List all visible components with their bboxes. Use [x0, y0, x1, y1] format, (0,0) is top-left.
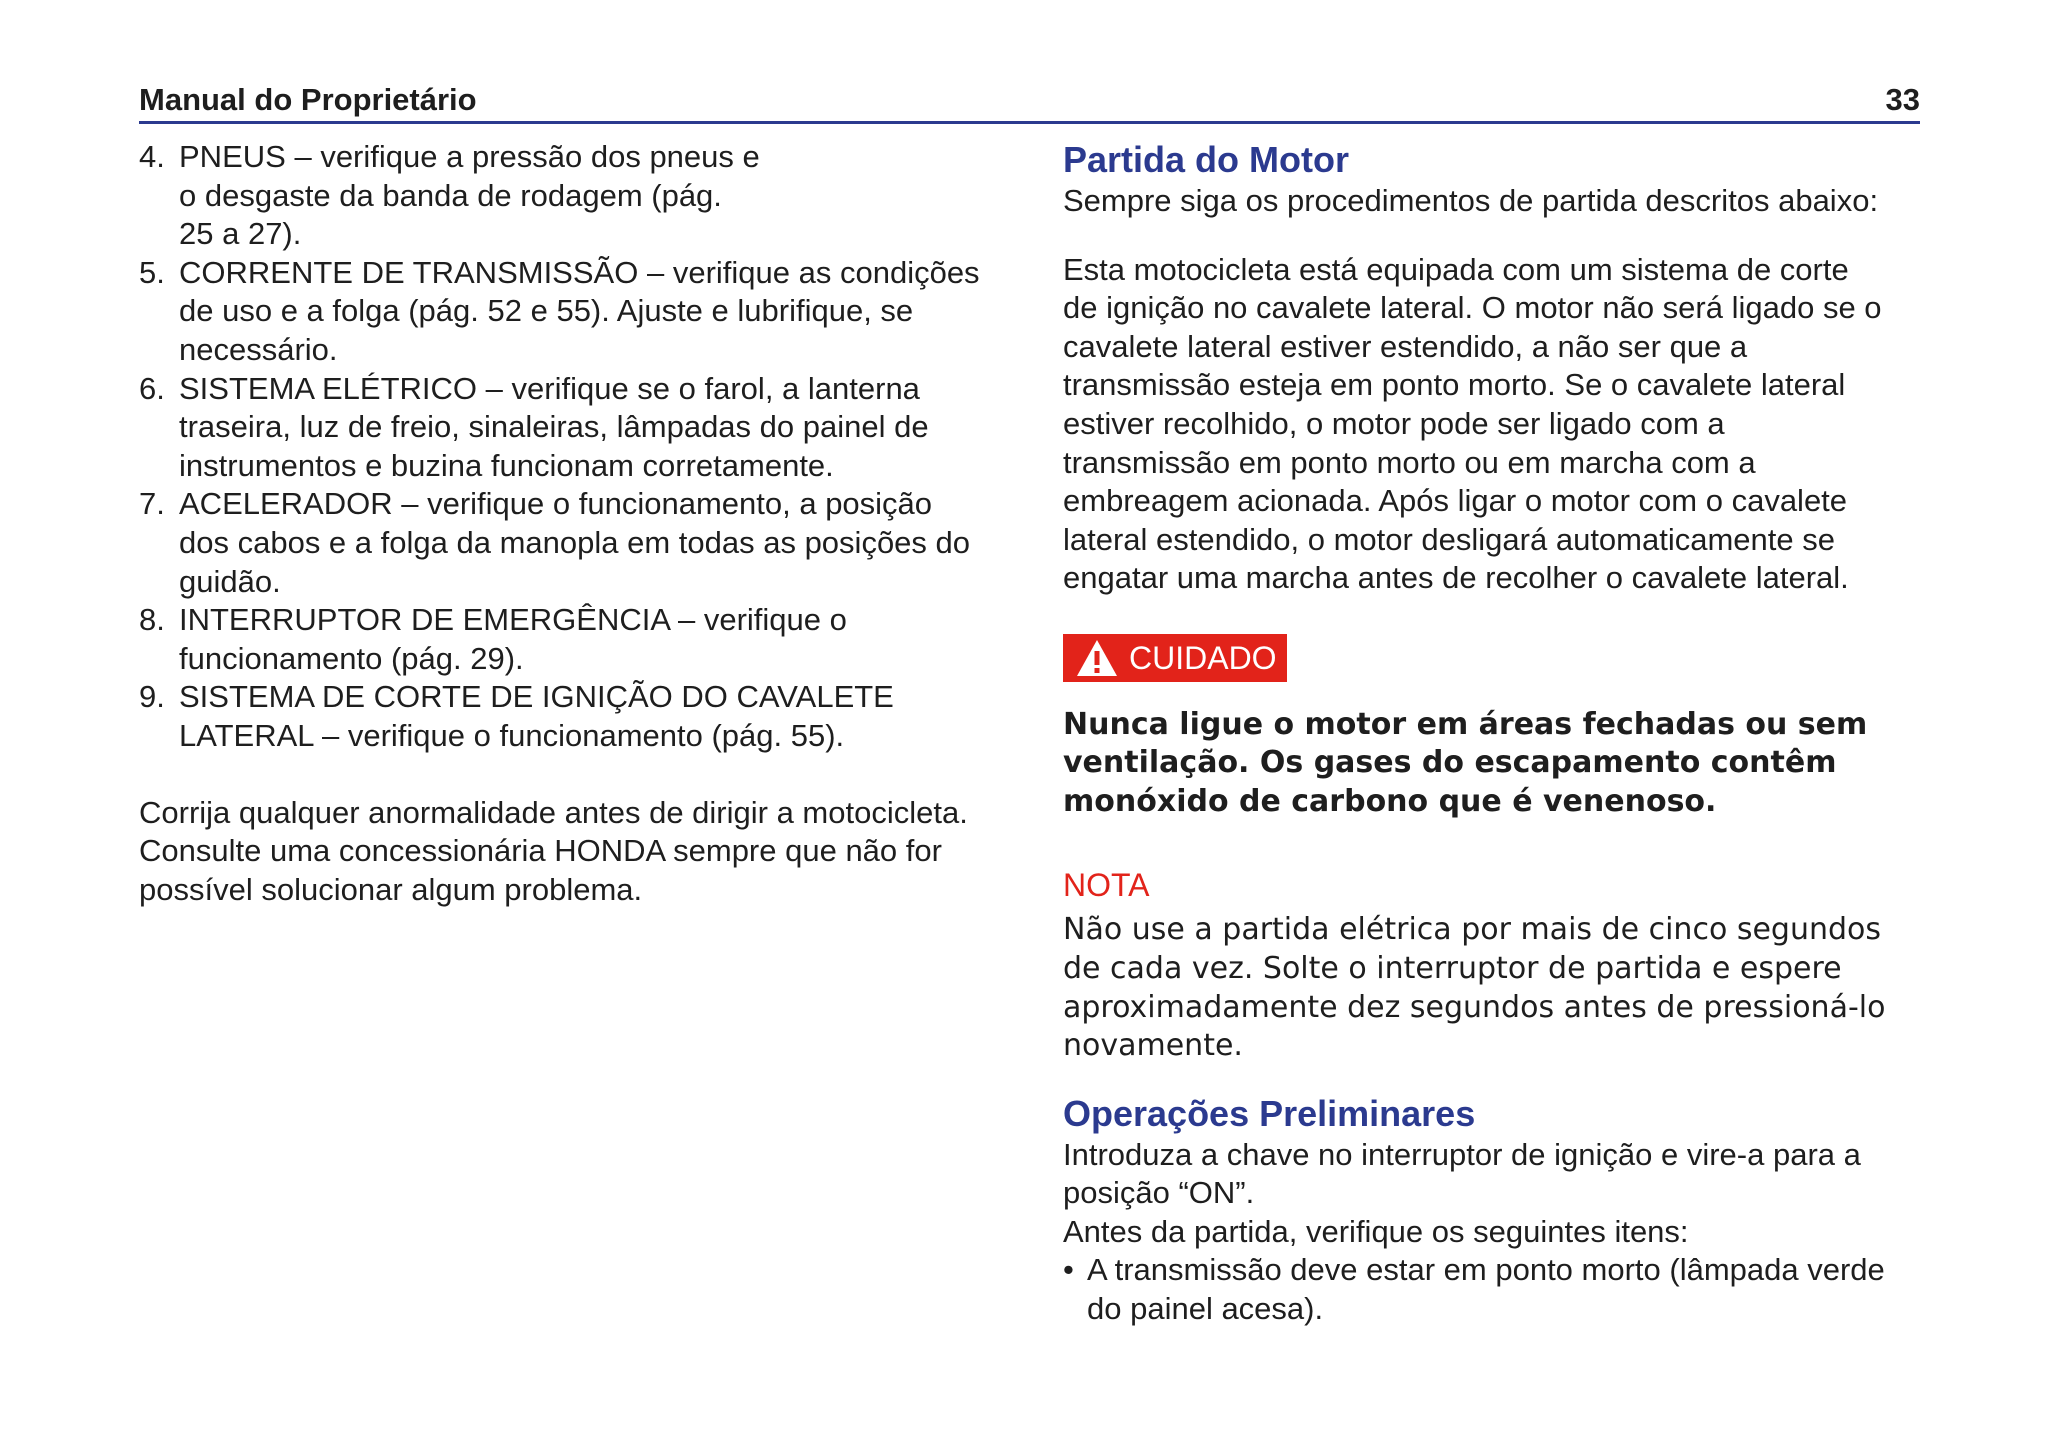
checklist-item [139, 601, 1019, 678]
item-term: SISTEMA DE CORTE DE IGNIÇÃO DO CAVALETE [179, 679, 894, 715]
left-column [139, 138, 1019, 909]
page-header [139, 80, 1920, 124]
caution-badge [1063, 634, 1287, 682]
item-text: verifique as condições [672, 254, 980, 290]
note-line: aproximadamente dez segundos antes de pressioná-lo [1063, 989, 1886, 1025]
manual-title: Manual do Proprietário [139, 82, 477, 117]
section-heading-operacoes: Operações Preliminares [1063, 1092, 1476, 1134]
prelim-line: Antes da partida, verifique os seguintes itens: [1063, 1213, 1689, 1249]
prelim-paragraph [1063, 1136, 1923, 1252]
checklist-item [139, 254, 1019, 370]
bullet-item [1063, 1251, 1923, 1328]
body-line: de ignição no cavalete lateral. O motor não será ligado se o [1063, 290, 1882, 326]
warning-triangle-icon [1075, 638, 1119, 678]
page-number: 33 [1885, 82, 1920, 117]
note-line: Não use a partida elétrica por mais de cinco segundos [1063, 912, 1882, 948]
item-line: funcionamento (pág. 29). [179, 640, 524, 676]
item-dash: – [401, 486, 419, 522]
body-paragraph [1063, 251, 1923, 598]
item-line: 25 a 27). [179, 216, 302, 252]
body-line: lateral estendido, o motor desligará automaticamente se [1063, 521, 1835, 557]
prelim-line: posição “ON”. [1063, 1175, 1255, 1211]
caution-line: monóxido de carbono que é venenoso. [1063, 783, 1717, 819]
item-line: traseira, luz de freio, sinaleiras, lâmpadas do painel de [179, 409, 929, 445]
note-text [1063, 911, 1923, 1065]
item-line: instrumentos e buzina funcionam corretamente. [179, 447, 834, 483]
body-line: embreagem acionada. Após ligar o motor com o cavalete [1063, 483, 1848, 519]
checklist-item [139, 678, 1019, 755]
caution-line: Nunca ligue o motor em áreas fechadas ou sem [1063, 706, 1868, 742]
item-number: 6. [139, 370, 165, 406]
note-line: de cada vez. Solte o interruptor de partida e espere [1063, 950, 1842, 986]
item-number: 7. [139, 486, 165, 522]
section-heading-partida: Partida do Motor [1063, 139, 1349, 180]
summary-paragraph [139, 794, 1019, 910]
note-label: NOTA [1063, 867, 1150, 904]
bullet-line: do painel acesa). [1087, 1291, 1324, 1327]
body-line: estiver recolhido, o motor pode ser ligado com a [1063, 405, 1725, 441]
item-text: verifique o funcionamento, a posição [427, 486, 933, 522]
prelim-line: Introduza a chave no interruptor de ignição e vire-a para a [1063, 1136, 1861, 1172]
item-term: ACELERADOR [179, 486, 393, 522]
item-line: o desgaste da banda de rodagem (pág. [179, 177, 722, 213]
item-line: LATERAL – verifique o funcionamento (pág. 55). [179, 717, 845, 753]
body-line: transmissão em ponto morto ou em marcha com a [1063, 444, 1756, 480]
summary-line: Corrija qualquer anormalidade antes de dirigir a motocicleta. [139, 794, 968, 830]
item-line: guidão. [179, 563, 281, 599]
caution-line: ventilação. Os gases do escapamento contêm [1063, 745, 1837, 781]
summary-line: possível solucionar algum problema. [139, 871, 643, 907]
body-line: transmissão esteja em ponto morto. Se o cavalete lateral [1063, 367, 1846, 403]
bullet-dot: • [1063, 1252, 1074, 1288]
summary-line: Consulte uma concessionária HONDA sempre que não for [139, 833, 942, 869]
item-line: de uso e a folga (pág. 52 e 55). Ajuste e lubrifique, se [179, 293, 914, 329]
checklist-item [139, 485, 1019, 601]
body-line: Esta motocicleta está equipada com um sistema de corte [1063, 251, 1849, 287]
body-line: cavalete lateral estiver estendido, a não ser que a [1063, 328, 1748, 364]
checklist-item [139, 138, 1019, 254]
checklist-item [139, 370, 1019, 486]
item-text: verifique a pressão dos pneus e [320, 139, 760, 174]
item-dash: – [294, 139, 312, 174]
caution-label: CUIDADO [1129, 639, 1277, 676]
right-column [1063, 138, 1923, 1329]
item-dash: – [485, 370, 503, 406]
caution-text [1063, 706, 1923, 822]
item-text: verifique o [703, 602, 847, 638]
item-term: PNEUS [179, 139, 286, 174]
item-number: 8. [139, 602, 165, 638]
bullet-line: A transmissão deve estar em ponto morto (lâmpada verde [1087, 1252, 1885, 1288]
item-number: 4. [139, 139, 165, 174]
item-term: INTERRUPTOR DE EMERGÊNCIA [179, 602, 670, 638]
item-line: necessário. [179, 331, 338, 367]
note-line: novamente. [1063, 1028, 1243, 1064]
item-line: dos cabos e a folga da manopla em todas as posições do [179, 524, 971, 560]
item-dash: – [677, 602, 696, 638]
intro-text: Sempre siga os procedimentos de partida descritos abaixo: [1063, 183, 1879, 218]
item-dash: – [646, 254, 665, 290]
checklist [139, 138, 1019, 756]
item-term: SISTEMA ELÉTRICO [179, 370, 478, 406]
item-number: 5. [139, 254, 165, 290]
body-line: engatar uma marcha antes de recolher o cavalete lateral. [1063, 560, 1849, 596]
item-text: verifique se o farol, a lanterna [511, 370, 920, 406]
item-number: 9. [139, 679, 165, 715]
item-term: CORRENTE DE TRANSMISSÃO [179, 254, 639, 290]
